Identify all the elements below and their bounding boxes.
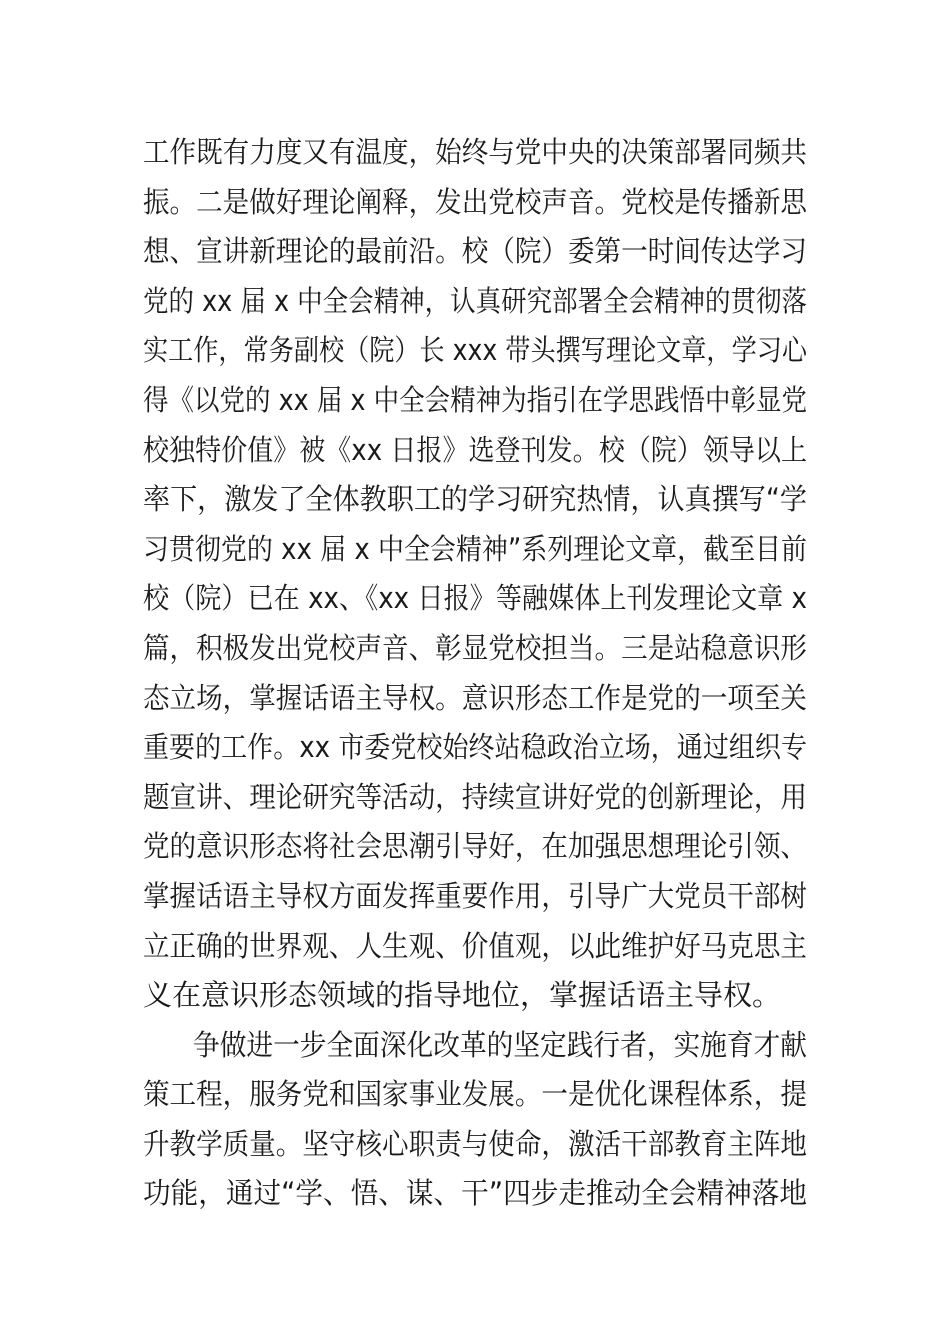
text-line: 党的意识形态将社会思潮引导好，在加强思想理论引领、 [143, 829, 807, 864]
text-line: 策工程，服务党和国家事业发展。一是优化课程体系，提 [143, 1077, 807, 1112]
text-line: 校独特价值》被《xx 日报》选登刊发。校（院）领导以上 [143, 432, 807, 467]
text-line: 题宣讲、理论研究等活动，持续宣讲好党的创新理论，用 [143, 779, 807, 814]
text-line: 立正确的世界观、人生观、价值观，以此维护好马克思主 [143, 928, 807, 963]
text-line: 校（院）已在 xx、《xx 日报》等融媒体上刊发理论文章 x [143, 581, 807, 616]
text-line: 功能，通过“学、悟、谋、干”四步走推动全会精神落地 [143, 1176, 807, 1211]
text-line: 得《以党的 xx 届 x 中全会精神为指引在学思践悟中彰显党 [143, 382, 807, 417]
text-line: 重要的工作。xx 市委党校始终站稳政治立场，通过组织专 [143, 730, 807, 765]
text-line: 工作既有力度又有温度，始终与党中央的决策部署同频共 [143, 135, 807, 169]
text-line: 习贯彻党的 xx 届 x 中全会精神”系列理论文章，截至目前 [143, 531, 807, 566]
text-line: 篇，积极发出党校声音、彰显党校担当。三是站稳意识形 [143, 630, 807, 665]
text-line: 率下，激发了全体教职工的学习研究热情，认真撰写“学 [143, 482, 807, 517]
text-line: 振。二是做好理论阐释，发出党校声音。党校是传播新思 [143, 184, 807, 219]
text-line: 义在意识形态领域的指导地位，掌握话语主导权。 [143, 978, 782, 1013]
text-line: 实工作，常务副校（院）长 xxx 带头撰写理论文章，学习心 [143, 333, 807, 368]
text-line: 态立场，掌握话语主导权。意识形态工作是党的一项至关 [143, 680, 807, 715]
text-line: 掌握话语主导权方面发挥重要作用，引导广大党员干部树 [143, 878, 807, 913]
text-line: 党的 xx 届 x 中全会精神，认真研究部署全会精神的贯彻落 [143, 283, 807, 318]
paragraph-first-line: 争做进一步全面深化改革的坚定践行者，实施育才献 [193, 1027, 807, 1062]
text-line: 想、宣讲新理论的最前沿。校（院）委第一时间传达学习 [143, 234, 807, 269]
body-text [143, 128, 807, 1219]
text-line: 升教学质量。坚守核心职责与使命，激活干部教育主阵地 [143, 1126, 807, 1161]
